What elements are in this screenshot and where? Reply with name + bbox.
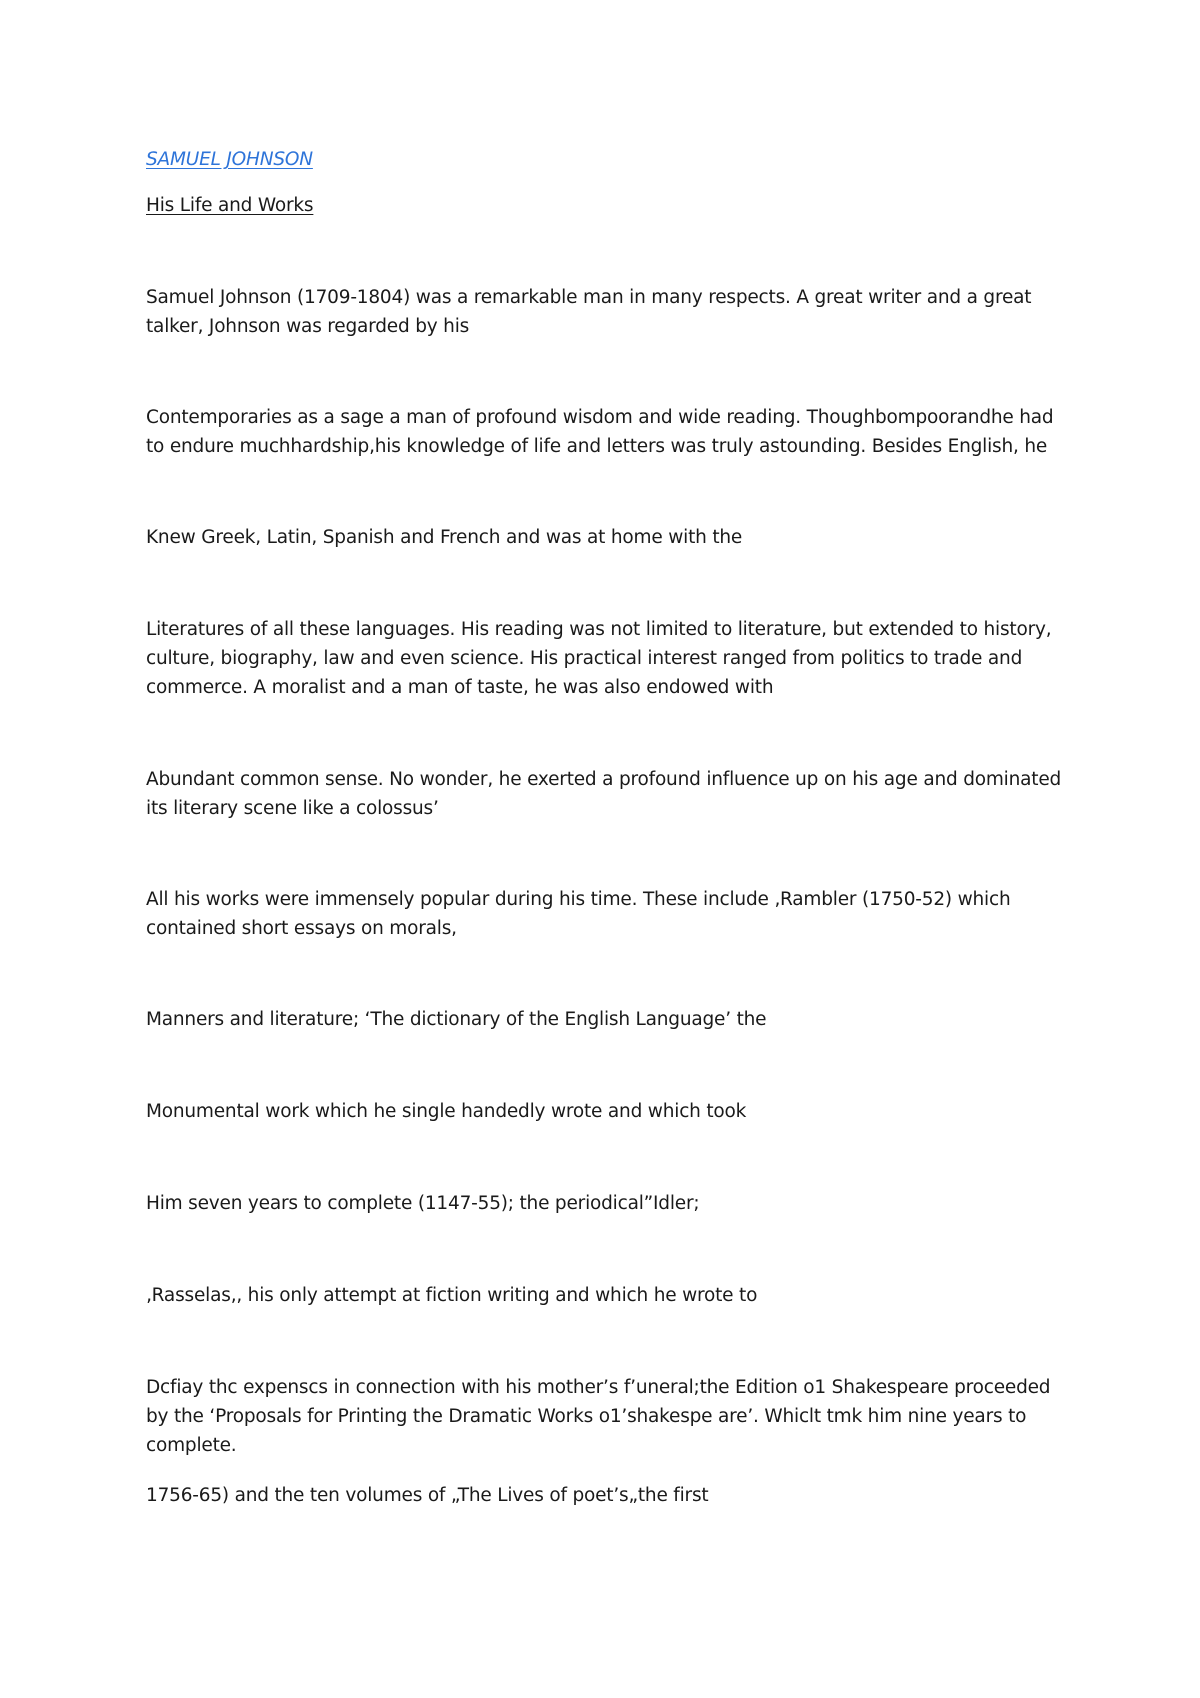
paragraph-12: 1756-65) and the ten volumes of „The Lives of poet’s„the first [146,1485,709,1506]
paragraph-8: Monumental work which he single handedly wrote and which took [146,1101,747,1122]
paragraph-1: Samuel Johnson (1709-1804) was a remarkable man in many respects. A great writer and a great talker, Johnson was regarded by his [146,287,1032,337]
paragraph-3: Knew Greek, Latin, Spanish and French and was at home with the [146,527,743,548]
paragraph-6: All his works were immensely popular during his time. These include ‚Rambler (1750-52) which contained short essays on morals, [146,889,1011,939]
paragraph-4: Literatures of all these languages. His reading was not limited to literature, but extended to history, culture, biography, law and even science. His practical interest ranged from politics to trade and commerce. A moralist and a man of taste, he was also endowed with [146,619,1052,698]
document-subtitle: His Life and Works [146,195,314,216]
document-title: SAMUEL JOHNSON [146,149,313,170]
paragraph-7: Manners and literature; ‘The dictionary of the English Language’ the [146,1009,767,1030]
paragraph-9: Him seven years to complete (1147-55); the periodical”Idler; [146,1193,700,1214]
paragraph-5: Abundant common sense. No wonder, he exerted a profound influence up on his age and dominated its literary scene like a colossus’ [146,769,1062,819]
paragraph-2: Contemporaries as a sage a man of profound wisdom and wide reading. Thoughbompoorandhe had to endure muchhardship,his knowledge of life and letters was truly astounding. Besides English, he [146,407,1054,457]
paragraph-11: Dcfiay thc expenscs in connection with his mother’s f’uneral;the Edition o1 Shakespeare proceeded by the ‘Proposals for Printing the Dramatic Works o1’shakespe are’. Whiclt tmk him nine years to complete. [146,1377,1051,1456]
paragraph-10: ‚Rasselas‚, his only attempt at fiction writing and which he wrote to [146,1285,758,1306]
